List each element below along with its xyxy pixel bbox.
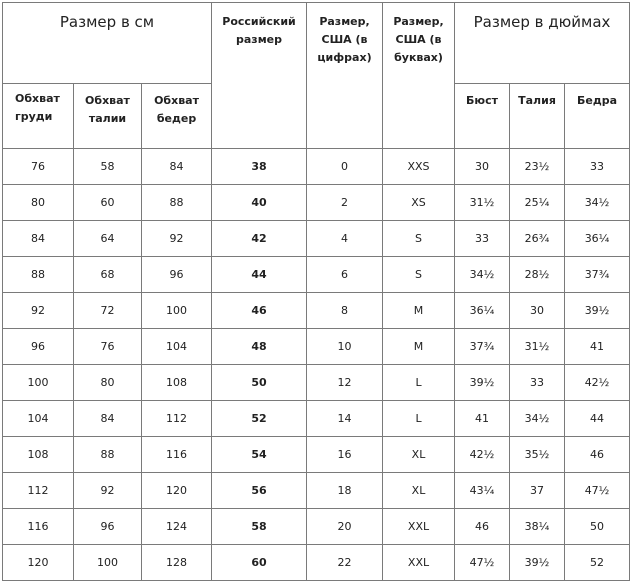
header-hips-cm: Обхват бедер: [142, 84, 212, 149]
cell-waist-cm: 64: [74, 221, 142, 257]
cell-us-letter: XL: [383, 437, 455, 473]
table-row: [3, 293, 630, 329]
cell-waist-inch: 25¼: [510, 185, 565, 221]
header-size-cm: Размер в см: [3, 3, 212, 84]
header-hips-inch: Бедра: [565, 84, 630, 149]
cell-bust-cm: 116: [3, 509, 74, 545]
size-table-body: [3, 149, 630, 581]
cell-us-numeric: 4: [307, 221, 383, 257]
table-row: [3, 329, 630, 365]
cell-hips-inch: 34½: [565, 185, 630, 221]
cell-hips-cm: 84: [142, 149, 212, 185]
cell-russian-size: 60: [212, 545, 307, 581]
cell-us-numeric: 0: [307, 149, 383, 185]
cell-us-letter: S: [383, 257, 455, 293]
cell-hips-cm: 116: [142, 437, 212, 473]
cell-bust-inch: 46: [455, 509, 510, 545]
cell-hips-cm: 108: [142, 365, 212, 401]
header-russian-size: Российский размер: [212, 3, 307, 149]
cell-hips-inch: 33: [565, 149, 630, 185]
cell-bust-cm: 84: [3, 221, 74, 257]
header-waist-cm: Обхват талии: [74, 84, 142, 149]
cell-hips-inch: 47½: [565, 473, 630, 509]
cell-russian-size: 56: [212, 473, 307, 509]
cell-waist-cm: 80: [74, 365, 142, 401]
cell-us-letter: M: [383, 293, 455, 329]
cell-bust-cm: 120: [3, 545, 74, 581]
cell-hips-cm: 120: [142, 473, 212, 509]
cell-hips-inch: 36¼: [565, 221, 630, 257]
cell-bust-cm: 108: [3, 437, 74, 473]
cell-hips-inch: 39½: [565, 293, 630, 329]
cell-hips-inch: 42½: [565, 365, 630, 401]
cell-russian-size: 48: [212, 329, 307, 365]
cell-hips-inch: 44: [565, 401, 630, 437]
cell-us-numeric: 18: [307, 473, 383, 509]
header-us-numeric-size: Размер, США (в цифрах): [307, 3, 383, 149]
cell-us-letter: XS: [383, 185, 455, 221]
cell-hips-inch: 50: [565, 509, 630, 545]
cell-us-letter: M: [383, 329, 455, 365]
cell-us-letter: L: [383, 401, 455, 437]
cell-waist-inch: 31½: [510, 329, 565, 365]
size-chart-table: [2, 2, 630, 581]
cell-waist-inch: 38¼: [510, 509, 565, 545]
cell-us-numeric: 8: [307, 293, 383, 329]
cell-bust-inch: 39½: [455, 365, 510, 401]
cell-hips-cm: 96: [142, 257, 212, 293]
cell-us-numeric: 14: [307, 401, 383, 437]
cell-russian-size: 44: [212, 257, 307, 293]
table-row: [3, 185, 630, 221]
table-row: [3, 473, 630, 509]
cell-russian-size: 52: [212, 401, 307, 437]
cell-us-numeric: 22: [307, 545, 383, 581]
cell-bust-cm: 104: [3, 401, 74, 437]
cell-bust-cm: 92: [3, 293, 74, 329]
cell-waist-cm: 72: [74, 293, 142, 329]
cell-bust-inch: 43¼: [455, 473, 510, 509]
cell-waist-cm: 88: [74, 437, 142, 473]
cell-bust-inch: 34½: [455, 257, 510, 293]
cell-hips-inch: 46: [565, 437, 630, 473]
cell-russian-size: 40: [212, 185, 307, 221]
cell-us-letter: XXS: [383, 149, 455, 185]
cell-us-letter: XXL: [383, 509, 455, 545]
table-row: [3, 221, 630, 257]
cell-bust-inch: 36¼: [455, 293, 510, 329]
cell-hips-inch: 41: [565, 329, 630, 365]
cell-bust-cm: 100: [3, 365, 74, 401]
header-waist-inch: Талия: [510, 84, 565, 149]
cell-bust-inch: 31½: [455, 185, 510, 221]
cell-hips-cm: 124: [142, 509, 212, 545]
cell-russian-size: 46: [212, 293, 307, 329]
cell-hips-cm: 128: [142, 545, 212, 581]
cell-us-numeric: 12: [307, 365, 383, 401]
table-row: [3, 257, 630, 293]
cell-hips-cm: 104: [142, 329, 212, 365]
header-size-inches: Размер в дюймах: [455, 3, 630, 84]
cell-waist-cm: 68: [74, 257, 142, 293]
cell-waist-inch: 30: [510, 293, 565, 329]
cell-us-numeric: 16: [307, 437, 383, 473]
cell-bust-inch: 47½: [455, 545, 510, 581]
cell-waist-inch: 35½: [510, 437, 565, 473]
cell-waist-cm: 84: [74, 401, 142, 437]
cell-waist-inch: 28½: [510, 257, 565, 293]
cell-waist-inch: 23½: [510, 149, 565, 185]
cell-bust-inch: 41: [455, 401, 510, 437]
cell-hips-cm: 112: [142, 401, 212, 437]
cell-waist-cm: 100: [74, 545, 142, 581]
table-row: [3, 149, 630, 185]
cell-waist-inch: 37: [510, 473, 565, 509]
cell-waist-cm: 60: [74, 185, 142, 221]
table-row: [3, 437, 630, 473]
cell-bust-cm: 76: [3, 149, 74, 185]
cell-us-numeric: 6: [307, 257, 383, 293]
cell-hips-cm: 92: [142, 221, 212, 257]
header-bust-cm: Обхват груди: [3, 84, 74, 149]
cell-russian-size: 38: [212, 149, 307, 185]
cell-bust-cm: 88: [3, 257, 74, 293]
cell-waist-inch: 39½: [510, 545, 565, 581]
table-row: [3, 509, 630, 545]
cell-bust-inch: 42½: [455, 437, 510, 473]
cell-us-numeric: 20: [307, 509, 383, 545]
cell-hips-cm: 88: [142, 185, 212, 221]
cell-us-letter: S: [383, 221, 455, 257]
header-bust-inch: Бюст: [455, 84, 510, 149]
cell-russian-size: 50: [212, 365, 307, 401]
cell-waist-inch: 34½: [510, 401, 565, 437]
cell-waist-cm: 96: [74, 509, 142, 545]
cell-waist-cm: 92: [74, 473, 142, 509]
cell-hips-inch: 37¾: [565, 257, 630, 293]
cell-bust-cm: 96: [3, 329, 74, 365]
cell-russian-size: 58: [212, 509, 307, 545]
table-row: [3, 545, 630, 581]
cell-hips-cm: 100: [142, 293, 212, 329]
cell-waist-cm: 76: [74, 329, 142, 365]
cell-waist-inch: 33: [510, 365, 565, 401]
header-us-letter-size: Размер, США (в буквах): [383, 3, 455, 149]
cell-us-letter: XL: [383, 473, 455, 509]
cell-hips-inch: 52: [565, 545, 630, 581]
cell-bust-cm: 80: [3, 185, 74, 221]
cell-russian-size: 54: [212, 437, 307, 473]
cell-bust-inch: 30: [455, 149, 510, 185]
cell-waist-inch: 26¾: [510, 221, 565, 257]
table-row: [3, 401, 630, 437]
table-row: [3, 365, 630, 401]
cell-us-letter: XXL: [383, 545, 455, 581]
cell-bust-cm: 112: [3, 473, 74, 509]
cell-waist-cm: 58: [74, 149, 142, 185]
cell-russian-size: 42: [212, 221, 307, 257]
cell-bust-inch: 33: [455, 221, 510, 257]
cell-us-letter: L: [383, 365, 455, 401]
cell-bust-inch: 37¾: [455, 329, 510, 365]
cell-us-numeric: 2: [307, 185, 383, 221]
cell-us-numeric: 10: [307, 329, 383, 365]
